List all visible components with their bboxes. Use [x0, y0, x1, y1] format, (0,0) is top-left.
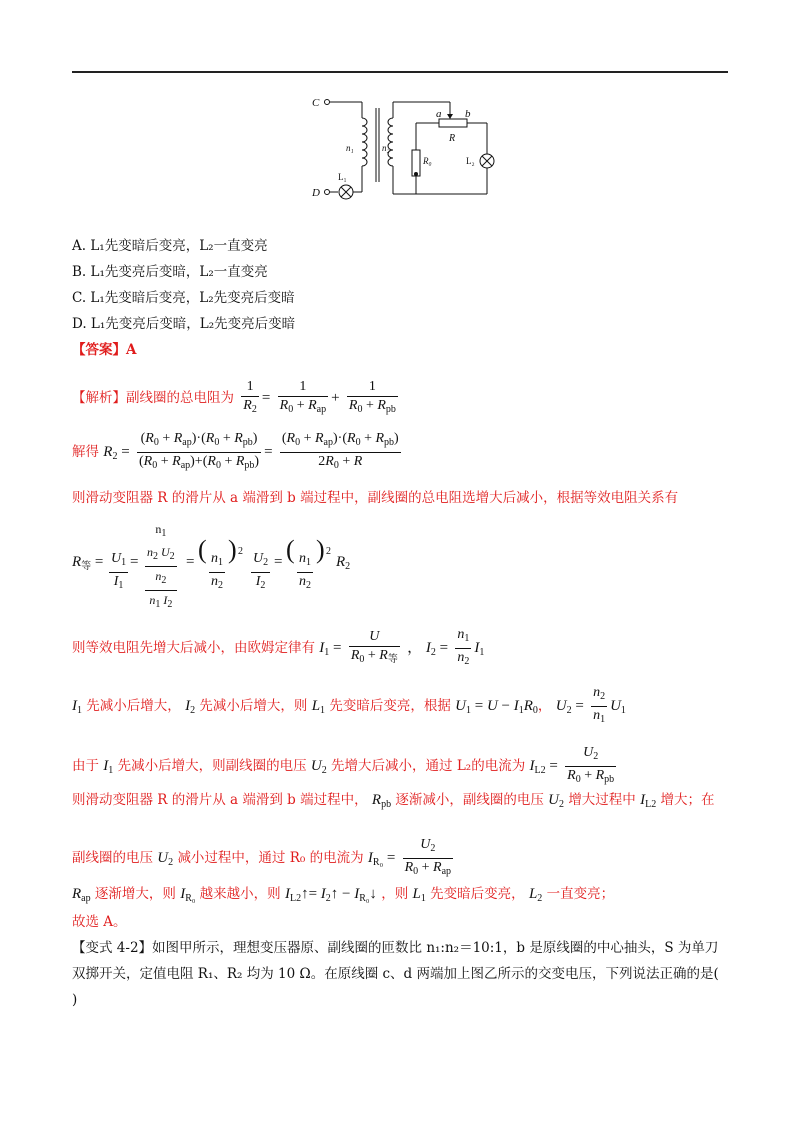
answer: 【答案】A: [72, 342, 137, 358]
svg-text:n₂: n₂: [382, 143, 390, 153]
analysis-line-2: 解得 $R_2$ = $\frac{(R_0 + R_{ap})\cdot(R_0 + R_{pb})}{(R_0 + R_{ap})+(R_0 + R_{pb})}$ = $\frac{(R_0 + R_{ap})\cdot(R_0 + R_{pb})}{2R_0 + R}$: [72, 431, 399, 471]
svg-text:D: D: [312, 187, 320, 199]
svg-text:C: C: [312, 97, 320, 109]
analysis-line-8: 副线圈的电压 $U_2$ 减小过程中，通过 R₀ 的电流为 $I_{R_0}$ = $\frac{U_2}{R_0 + R_{ap}}$: [72, 837, 452, 877]
analysis-line-3: 则滑动变阻器 R 的滑片从 a 端滑到 b 端过程中，副线圈的总电阻选增大后减小，根据等效电阻关系有: [72, 490, 679, 506]
svg-text:R: R: [449, 133, 456, 144]
analysis-line-1: 【解析】副线圈的总电阻为 $\frac{1}{R_2}$ = $\frac{1}{R_0 + R_{ap}}$ + $\frac{1}{R_0 + R_{pb}}$: [72, 379, 396, 415]
svg-text:L₂: L₂: [466, 156, 475, 166]
variant-line-3: ): [72, 992, 78, 1008]
option-d: D. L₁先变亮后变暗，L₂先变亮后变暗: [72, 316, 296, 332]
svg-text:a: a: [436, 108, 442, 120]
variant-line-1: 【变式 4-2】如图甲所示，理想变压器原、副线圈的匝数比 n₁:n₂＝10:1，b 是原线圈的中心抽头，S 为单刀: [72, 940, 719, 956]
svg-text:L₁: L₁: [338, 172, 347, 182]
analysis-line-9: $R_{ap}$ 逐渐增大，则 $I_{R_0}$ 越来越小，则 $I_{L2}↑=$ $I_2↑$ − $I_{R_0}↓$ ，则 $L_1$ 先变暗后变亮， $L_2$ 一直变亮；: [72, 886, 615, 904]
analysis-line-6: 由于 $I_1$ 先减小后增大，则副线圈的电压 $U_2$ 先增大后减小，通过 L₂的电流为 $I_{L2}$ = $\frac{U_2}{R_0 + R_{pb}}$: [72, 745, 615, 785]
option-b: B. L₁先变亮后变暗，L₂一直变亮: [72, 264, 268, 280]
svg-text:R₀: R₀: [423, 156, 432, 166]
top-rule: [72, 71, 728, 73]
analysis-line-7: 则滑动变阻器 R 的滑片从 a 端滑到 b 端过程中， $R_{pb}$ 逐渐减小，副线圈的电压 $U_2$ 增大过程中 $I_{L2}$ 增大；在: [72, 792, 715, 810]
analysis-line-4: 则等效电阻先增大后减小，由欧姆定律有 $I_1$ = $\frac{U}{R_0 + R_等}$ ， $I_2$ = $\frac{n_1}{n_2}$ $I_1$: [72, 627, 485, 667]
svg-text:b: b: [465, 108, 471, 120]
analysis-line-5: $I_1$ 先减小后增大， $I_2$ 先减小后增大，则 $L_1$ 先变暗后变亮，根据 $U_1 = U - I_1R_0$， $U_2$ = $\frac{n_2}{n_1}$ $U_1$: [72, 685, 626, 725]
transformer-circuit-diagram: [300, 90, 520, 210]
option-c: C. L₁先变暗后变亮，L₂先变亮后变暗: [72, 290, 295, 306]
variant-line-2: 双掷开关，定值电阻 R₁、R₂ 均为 10 Ω。在原线圈 c、d 两端加上图乙所示的交变电压，下列说法正确的是(: [72, 966, 719, 982]
option-a: A. L₁先变暗后变亮，L₂一直变亮: [72, 238, 268, 254]
analysis-conclusion: 故选 A。: [72, 914, 127, 930]
svg-text:n₁: n₁: [346, 143, 354, 153]
